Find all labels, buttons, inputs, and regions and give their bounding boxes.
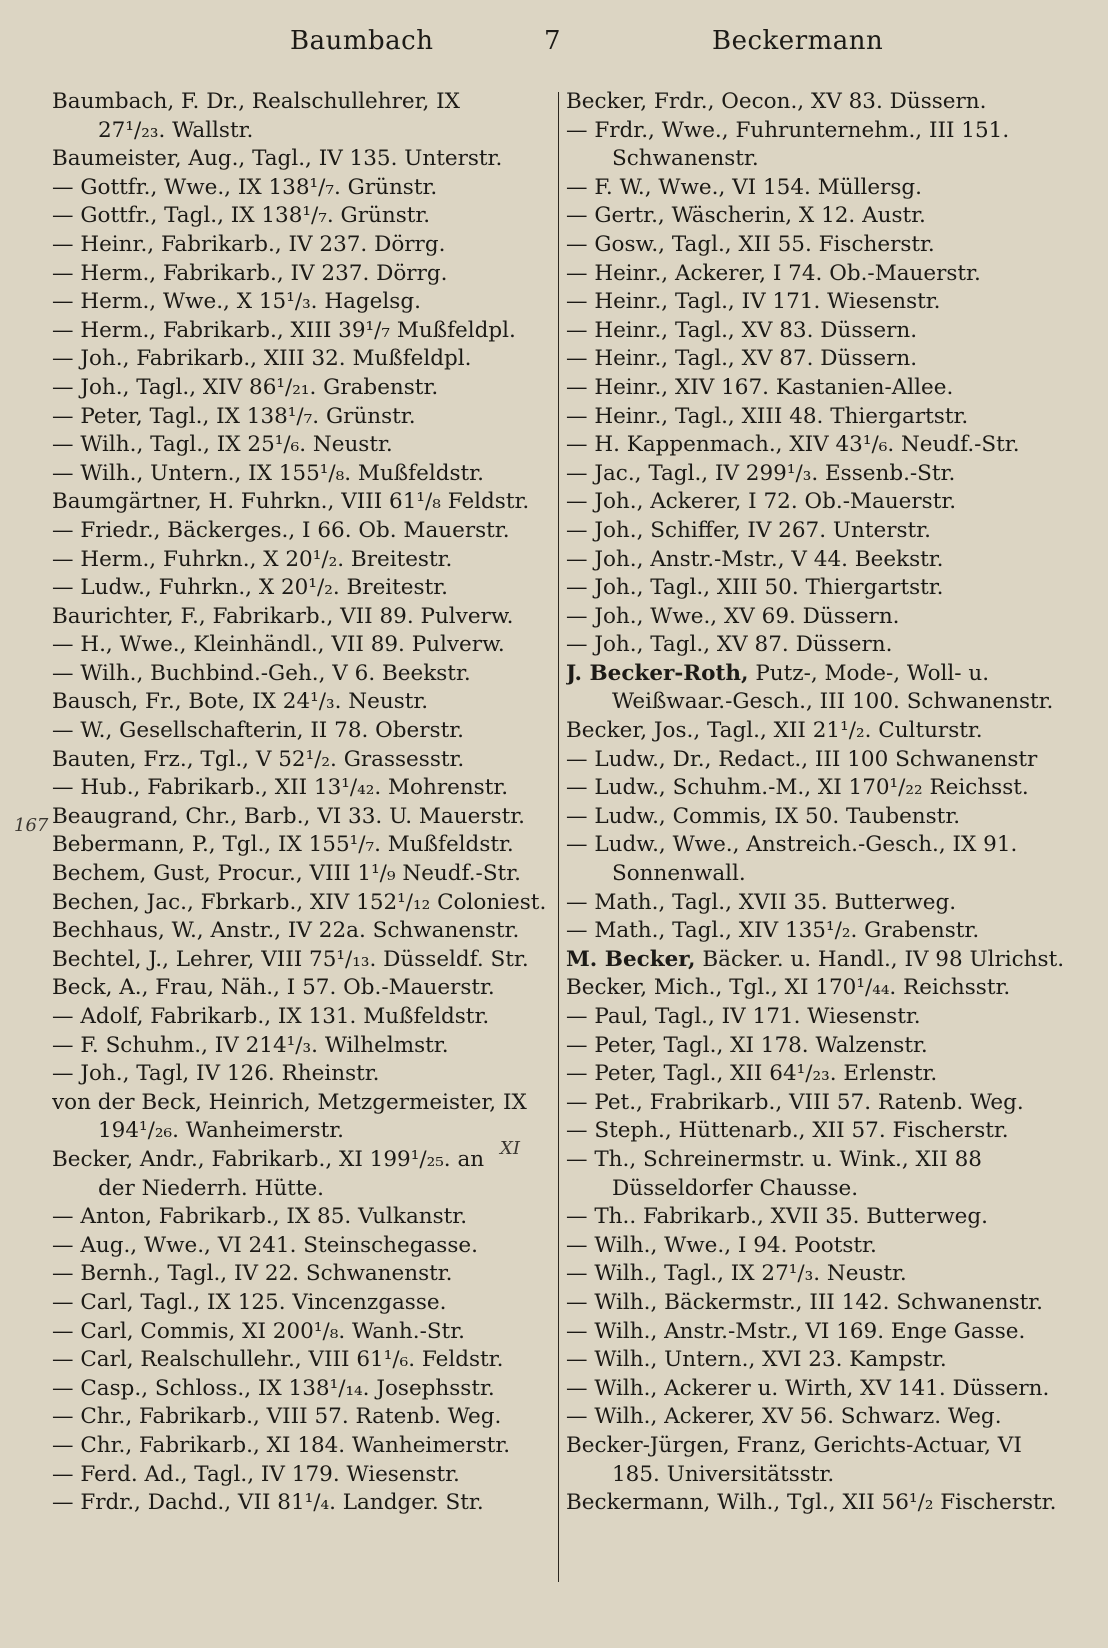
- directory-entry: [566, 260, 1070, 289]
- directory-entry: [566, 1375, 1070, 1404]
- entry-text: — Math., Tagl., XIV 135¹/₂. Grabenstr.: [566, 918, 980, 944]
- entry-text: Baumgärtner, H. Fuhrkn., VIII 61¹/₈ Feldstr.: [52, 489, 530, 515]
- directory-entry-continuation: [52, 1175, 552, 1204]
- directory-entry: [566, 431, 1070, 460]
- left-column: [52, 88, 552, 1518]
- entry-text: — Heinr., Ackerer, I 74. Ob.-Mauerstr.: [566, 260, 981, 286]
- directory-entry: [52, 660, 552, 689]
- directory-entry: [52, 1203, 552, 1232]
- entry-text: — Wilh., Ackerer, XV 56. Schwarz. Weg.: [566, 1404, 1002, 1430]
- directory-entry: [566, 1403, 1070, 1432]
- directory-entry: [566, 1003, 1070, 1032]
- directory-entry: [566, 88, 1070, 117]
- directory-entry: [566, 603, 1070, 632]
- directory-entry: [566, 1089, 1070, 1118]
- entry-text: — Joh., Tagl, IV 126. Rheinstr.: [52, 1061, 380, 1087]
- entry-text: — Peter, Tagl., XII 64¹/₂₃. Erlenstr.: [566, 1061, 938, 1087]
- directory-entry: [566, 317, 1070, 346]
- directory-entry: [52, 1403, 552, 1432]
- entry-text: — Wilh., Ackerer u. Wirth, XV 141. Düssern.: [566, 1375, 1050, 1401]
- entry-text: — Gosw., Tagl., XII 55. Fischerstr.: [566, 231, 935, 257]
- entry-text: — Wilh., Wwe., I 94. Pootstr.: [566, 1232, 877, 1258]
- directory-entry: [52, 1260, 552, 1289]
- directory-entry: [52, 1060, 552, 1089]
- directory-entry: [566, 574, 1070, 603]
- entry-text: Becker, Mich., Tgl., XI 170¹/₄₄. Reichsstr.: [566, 975, 1011, 1001]
- entry-text: — Herm., Fabrikarb., IV 237. Dörrg.: [52, 260, 448, 286]
- column-divider: [558, 92, 559, 1582]
- entry-text: — Casp., Schloss., IX 138¹/₁₄. Josephsstr.: [52, 1375, 495, 1401]
- directory-entry-continuation: [566, 688, 1070, 717]
- directory-entry: [52, 317, 552, 346]
- entry-text: — Carl, Tagl., IX 125. Vincenzgasse.: [52, 1289, 447, 1315]
- header-right-keyword: Beckermann: [712, 26, 884, 56]
- directory-entry: [566, 374, 1070, 403]
- entry-text: Bechem, Gust, Procur., VIII 1¹/₉ Neudf.-Str.: [52, 861, 521, 887]
- page-number: 7: [544, 26, 562, 56]
- entry-text: — Gertr., Wäscherin, X 12. Austr.: [566, 203, 926, 229]
- directory-entry: [566, 231, 1070, 260]
- directory-entry: [566, 1117, 1070, 1146]
- directory-entry: [52, 889, 552, 918]
- directory-entry: [52, 1003, 552, 1032]
- entry-text: — Wilh., Untern., IX 155¹/₈. Mußfeldstr.: [52, 460, 484, 486]
- entry-text: Bechtel, J., Lehrer, VIII 75¹/₁₃. Düsseldf. Str.: [52, 946, 529, 972]
- entry-text: — Ludw., Commis, IX 50. Taubenstr.: [566, 803, 961, 829]
- entry-text: Beckermann, Wilh., Tgl., XII 56¹/₂ Fischerstr.: [566, 1490, 1057, 1516]
- directory-entry: [52, 574, 552, 603]
- entry-text: — Paul, Tagl., IV 171. Wiesenstr.: [566, 1004, 921, 1029]
- directory-entry: [52, 460, 552, 489]
- directory-entry: [566, 660, 1070, 689]
- entry-text: — Wilh., Tagl., IX 25¹/₆. Neustr.: [52, 432, 393, 458]
- directory-entry: [52, 1146, 552, 1175]
- directory-entry: [52, 488, 552, 517]
- directory-entry: [566, 774, 1070, 803]
- directory-entry: [566, 1260, 1070, 1289]
- directory-entry: [566, 946, 1070, 975]
- directory-entry: [52, 1346, 552, 1375]
- directory-entry: [566, 1060, 1070, 1089]
- directory-entry: [566, 460, 1070, 489]
- entry-text: Bauten, Frz., Tgl., V 52¹/₂. Grassesstr.: [52, 746, 465, 772]
- entry-text: — H., Wwe., Kleinhändl., VII 89. Pulverw.: [52, 632, 505, 658]
- directory-entry: [566, 1146, 1070, 1175]
- directory-entry: [566, 1346, 1070, 1375]
- entry-text: — Joh., Tagl., XIII 50. Thiergartstr.: [566, 575, 944, 601]
- directory-entry: [52, 1489, 552, 1518]
- directory-entry: [52, 946, 552, 975]
- directory-entry: [52, 231, 552, 260]
- header-left-keyword: Baumbach: [290, 26, 434, 56]
- entry-text: — Wilh., Tagl., IX 27¹/₃. Neustr.: [566, 1261, 907, 1287]
- entry-text: — Heinr., Tagl., XIII 48. Thiergartstr.: [566, 403, 969, 429]
- entry-text: — Th.. Fabrikarb., XVII 35. Butterweg.: [566, 1204, 988, 1230]
- directory-entry: [566, 889, 1070, 918]
- entry-text: Bechhaus, W., Anstr., IV 22a. Schwanenstr.: [52, 918, 520, 944]
- entry-text: — Gottfr., Wwe., IX 138¹/₇. Grünstr.: [52, 174, 438, 200]
- directory-entry: [52, 831, 552, 860]
- directory-entry: [52, 403, 552, 432]
- directory-entry: [52, 631, 552, 660]
- entry-text: — Chr., Fabrikarb., VIII 57. Ratenb. Weg.: [52, 1404, 502, 1430]
- directory-entry: [52, 803, 552, 832]
- entry-text: — H. Kappenmach., XIV 43¹/₆. Neudf.-Str.: [566, 432, 1020, 458]
- directory-entry: [52, 746, 552, 775]
- entry-text: — Heinr., Tagl., XV 83. Düssern.: [566, 317, 918, 343]
- entry-text: von der Beck, Heinrich, Metzgermeister, IX: [52, 1089, 527, 1115]
- directory-entry: [52, 1432, 552, 1461]
- directory-entry-continuation: [52, 1117, 552, 1146]
- entry-text: — Joh., Anstr.-Mstr., V 44. Beekstr.: [566, 546, 944, 572]
- entry-text: — Peter, Tagl., XI 178. Walzenstr.: [566, 1032, 928, 1058]
- entry-text: — Ludw., Wwe., Anstreich.-Gesch., IX 91.: [566, 832, 1018, 858]
- entry-firm-name: M. Becker,: [566, 946, 696, 972]
- entry-text: Becker-Jürgen, Franz, Gerichts-Actuar, VI: [566, 1432, 1022, 1458]
- directory-entry: [52, 1318, 552, 1347]
- entry-text: — Joh., Tagl., XIV 86¹/₂₁. Grabenstr.: [52, 374, 439, 400]
- directory-entry: [52, 174, 552, 203]
- entry-text: Bausch, Fr., Bote, IX 24¹/₃. Neustr.: [52, 689, 429, 715]
- handwritten-margin-note: 167: [14, 815, 49, 836]
- directory-entry-continuation: [566, 860, 1070, 889]
- directory-entry: [52, 974, 552, 1003]
- directory-entry: [566, 117, 1070, 146]
- directory-entry: [52, 288, 552, 317]
- entry-text: Baurichter, F., Fabrikarb., VII 89. Pulverw.: [52, 603, 514, 629]
- directory-entry: [52, 546, 552, 575]
- right-column: [566, 88, 1070, 1518]
- entry-text: — Herm., Fabrikarb., XIII 39¹/₇ Mußfeldpl.: [52, 317, 516, 343]
- directory-entry: [566, 403, 1070, 432]
- directory-entry: [566, 288, 1070, 317]
- entry-text: — Wilh., Buchbind.-Geh., V 6. Beekstr.: [52, 660, 471, 686]
- entry-text: Weißwaar.-Gesch., III 100. Schwanenstr.: [612, 689, 1054, 715]
- directory-entry: [566, 202, 1070, 231]
- entry-text: — F. W., Wwe., VI 154. Müllersg.: [566, 174, 922, 200]
- entry-text: 194¹/₂₆. Wanheimerstr.: [98, 1118, 344, 1144]
- directory-entry: [566, 517, 1070, 546]
- entry-text: Schwanenstr.: [612, 146, 759, 172]
- entry-text: — Heinr., Tagl., XV 87. Düssern.: [566, 346, 918, 372]
- entry-text: — Joh., Schiffer, IV 267. Unterstr.: [566, 517, 931, 543]
- entry-text: — Ferd. Ad., Tagl., IV 179. Wiesenstr.: [52, 1461, 460, 1487]
- directory-entry: [566, 1318, 1070, 1347]
- directory-entry: [52, 603, 552, 632]
- entry-text: — Heinr., Tagl., IV 171. Wiesenstr.: [566, 289, 941, 315]
- directory-entry: [52, 1089, 552, 1118]
- entry-text: Becker, Frdr., Oecon., XV 83. Düssern.: [566, 89, 987, 114]
- directory-entry-continuation: [566, 1175, 1070, 1204]
- entry-text: Beck, A., Frau, Näh., I 57. Ob.-Mauerstr.: [52, 975, 495, 1001]
- entry-text: — Math., Tagl., XVII 35. Butterweg.: [566, 889, 957, 915]
- entry-text: — Carl, Commis, XI 200¹/₈. Wanh.-Str.: [52, 1318, 465, 1344]
- directory-entry: [566, 174, 1070, 203]
- directory-entry: [52, 917, 552, 946]
- entry-text: — Ludw., Schuhm.-M., XI 170¹/₂₂ Reichsst.: [566, 775, 1029, 801]
- entry-text: — Joh., Ackerer, I 72. Ob.-Mauerstr.: [566, 489, 957, 515]
- entry-text: — W., Gesellschafterin, II 78. Oberstr.: [52, 718, 464, 744]
- entry-text: — Heinr., XIV 167. Kastanien-Allee.: [566, 374, 954, 400]
- entry-text: — Adolf, Fabrikarb., IX 131. Mußfeldstr.: [52, 1004, 490, 1029]
- directory-entry: [566, 345, 1070, 374]
- entry-text: Bebermann, P., Tgl., IX 155¹/₇. Mußfeldstr.: [52, 832, 514, 858]
- directory-entry: [566, 1232, 1070, 1261]
- directory-entry: [52, 202, 552, 231]
- entry-text: — Herm., Wwe., X 15¹/₃. Hagelsg.: [52, 289, 421, 315]
- entry-text: — Joh., Fabrikarb., XIII 32. Mußfeldpl.: [52, 346, 472, 372]
- directory-entry: [52, 1289, 552, 1318]
- directory-entry: [52, 1032, 552, 1061]
- directory-entry: [52, 145, 552, 174]
- entry-text: Becker, Jos., Tagl., XII 21¹/₂. Culturstr.: [566, 718, 983, 744]
- entry-text: — Friedr., Bäckerges., I 66. Ob. Mauerstr.: [52, 517, 510, 543]
- entry-text: — Jac., Tagl., IV 299¹/₃. Essenb.-Str.: [566, 460, 956, 486]
- entry-text: — Steph., Hüttenarb., XII 57. Fischerstr.: [566, 1118, 1009, 1144]
- entry-text: — Chr., Fabrikarb., XI 184. Wanheimerstr.: [52, 1432, 511, 1458]
- directory-entry: [566, 631, 1070, 660]
- entry-text: — Anton, Fabrikarb., IX 85. Vulkanstr.: [52, 1204, 468, 1230]
- entry-text: 27¹/₂₃. Wallstr.: [98, 117, 254, 143]
- directory-entry: [566, 1489, 1070, 1518]
- directory-entry-continuation: [566, 145, 1070, 174]
- directory-entry: [566, 1203, 1070, 1232]
- entry-text: 185. Universitätsstr.: [612, 1461, 835, 1487]
- entry-text: Becker, Andr., Fabrikarb., XI 199¹/₂₅. an: [52, 1146, 485, 1172]
- directory-entry: [52, 260, 552, 289]
- directory-entry: [52, 88, 552, 117]
- directory-entry: [566, 917, 1070, 946]
- entry-text: — Aug., Wwe., VI 241. Steinschegasse.: [52, 1232, 478, 1258]
- directory-entry-continuation: [52, 117, 552, 146]
- directory-entry: [566, 1032, 1070, 1061]
- directory-entry: [52, 1461, 552, 1490]
- directory-entry: [52, 431, 552, 460]
- directory-entry: [566, 488, 1070, 517]
- entry-text: — Frdr., Wwe., Fuhrunternehm., III 151.: [566, 117, 1010, 143]
- running-header: [0, 22, 1108, 66]
- entry-text: — Heinr., Fabrikarb., IV 237. Dörrg.: [52, 231, 446, 257]
- directory-entry: [566, 546, 1070, 575]
- entry-text: Bäcker. u. Handl., IV 98 Ulrichst.: [695, 946, 1065, 972]
- entry-text: — Wilh., Untern., XVI 23. Kampstr.: [566, 1347, 947, 1373]
- entry-text: — Joh., Wwe., XV 69. Düssern.: [566, 603, 900, 629]
- directory-entry: [52, 860, 552, 889]
- entry-text: — Carl, Realschullehr., VIII 61¹/₆. Feldstr.: [52, 1347, 504, 1373]
- directory-entry: [566, 1289, 1070, 1318]
- directory-entry: [52, 774, 552, 803]
- entry-text: — Ludw., Dr., Redact., III 100 Schwanenstr: [566, 746, 1038, 772]
- directory-entry: [52, 345, 552, 374]
- entry-text: — Bernh., Tagl., IV 22. Schwanenstr.: [52, 1261, 453, 1287]
- directory-entry: [52, 374, 552, 403]
- entry-text: Düsseldorfer Chausse.: [612, 1175, 859, 1201]
- entry-text: Beaugrand, Chr., Barb., VI 33. U. Mauerstr.: [52, 803, 525, 829]
- entry-text: Putz-, Mode-, Woll- u.: [748, 660, 990, 686]
- entry-text: — Joh., Tagl., XV 87. Düssern.: [566, 632, 893, 658]
- directory-entry: [52, 717, 552, 746]
- entry-text: Sonnenwall.: [612, 861, 746, 887]
- entry-text: — Hub., Fabrikarb., XII 13¹/₄₂. Mohrenstr.: [52, 775, 509, 801]
- entry-text: — Frdr., Dachd., VII 81¹/₄. Landger. Str.: [52, 1490, 484, 1516]
- entry-text: — Wilh., Anstr.-Mstr., VI 169. Enge Gasse.: [566, 1318, 1026, 1344]
- directory-entry: [52, 1375, 552, 1404]
- entry-text: Baumbach, F. Dr., Realschullehrer, IX: [52, 89, 460, 114]
- directory-entry: [566, 974, 1070, 1003]
- directory-entry: [566, 1432, 1070, 1461]
- entry-text: — Herm., Fuhrkn., X 20¹/₂. Breitestr.: [52, 546, 453, 572]
- directory-entry: [566, 717, 1070, 746]
- entry-text: — Th., Schreinermstr. u. Wink., XII 88: [566, 1146, 982, 1172]
- directory-entry: [566, 746, 1070, 775]
- directory-entry: [566, 803, 1070, 832]
- entry-text: — Ludw., Fuhrkn., X 20¹/₂. Breitestr.: [52, 575, 448, 601]
- entry-text: — F. Schuhm., IV 214¹/₃. Wilhelmstr.: [52, 1032, 449, 1058]
- entry-text: — Peter, Tagl., IX 138¹/₇. Grünstr.: [52, 403, 416, 429]
- entry-text: Baumeister, Aug., Tagl., IV 135. Unterstr.: [52, 146, 503, 172]
- entry-text: der Niederrh. Hütte.: [98, 1175, 325, 1201]
- directory-entry: [566, 831, 1070, 860]
- directory-entry: [52, 1232, 552, 1261]
- entry-firm-name: J. Becker-Roth,: [566, 660, 749, 686]
- directory-entry-continuation: [566, 1461, 1070, 1490]
- directory-entry: [52, 688, 552, 717]
- entry-text: — Wilh., Bäckermstr., III 142. Schwanenstr.: [566, 1289, 1044, 1315]
- directory-entry: [52, 517, 552, 546]
- entry-text: — Pet., Frabrikarb., VIII 57. Ratenb. Weg.: [566, 1089, 1024, 1115]
- handwritten-correction: XI: [500, 1138, 520, 1159]
- entry-text: Bechen, Jac., Fbrkarb., XIV 152¹/₁₂ Coloniest.: [52, 889, 547, 915]
- entry-text: — Gottfr., Tagl., IX 138¹/₇. Grünstr.: [52, 203, 431, 229]
